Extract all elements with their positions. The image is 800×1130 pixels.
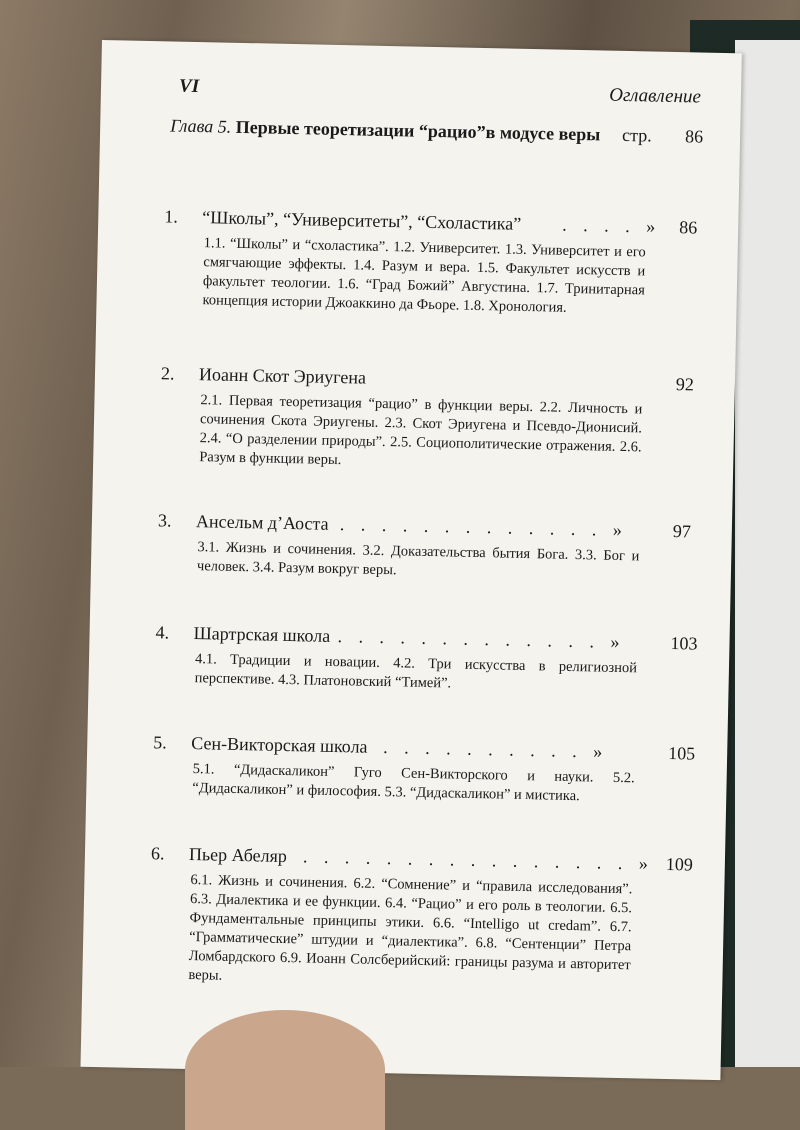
chapter-title: Первые теоретизации “рацио”в модусе веры	[235, 116, 601, 145]
chapter-heading	[170, 115, 720, 148]
book-page	[80, 40, 741, 1080]
toc-entry-4[interactable]	[155, 622, 716, 692]
entry-number: 3.	[157, 510, 172, 531]
toc-entry-3[interactable]	[157, 510, 718, 579]
entry-description: 5.1. “Дидаскаликон” Гуго Сен-Викторского и науки. 5.2. “Дидаскаликон” и философия. 5.3. “Дидаскаликон” и мистика.	[192, 761, 635, 805]
entry-number: 4.	[155, 622, 170, 643]
entry-page: 105	[667, 743, 696, 764]
leader-dots: . . . . »	[562, 214, 662, 237]
entry-page: 97	[672, 521, 692, 542]
page-number-roman: VI	[178, 75, 200, 98]
chapter-page: 86	[684, 126, 704, 147]
entry-page: 103	[670, 633, 698, 654]
toc-entry-2[interactable]	[160, 363, 721, 469]
toc-entry-6[interactable]	[150, 843, 711, 984]
entry-title: Иоанн Скот Эриугена	[198, 364, 367, 388]
running-header: Оглавление	[609, 84, 702, 108]
leader-dots: . . . . . . . . . . . . . . . . »	[302, 846, 655, 874]
entry-page: 86	[678, 217, 698, 238]
leader-dots: . . . . . . . . . . . . . »	[337, 626, 626, 653]
entry-title: “Школы”, “Университеты”, “Схоластика”	[202, 207, 522, 234]
entry-page: 92	[675, 374, 695, 395]
entry-title: Пьер Абеляр	[188, 844, 288, 867]
adjacent-page	[735, 40, 800, 1067]
entry-number: 6.	[150, 843, 165, 864]
entry-title: Ансельм д’Аоста	[195, 511, 329, 534]
entry-description: 6.1. Жизнь и сочинения. 6.2. “Сомнение” и “правила исследования”. 6.3. Диалектика и ее функции. 6.4. “Рацио” и его роль в теологии. 6.5. Фундаментальные принципы этики. 6.6. “Intelligo ut credam”. 6.7. “Грамматические” штудии и “диалектика”. 6.8. “Сентенции” Петра Ломбардского 6.9. Иоанн Солсберийский: границы разума и авторитет веры.	[188, 872, 633, 984]
entry-description: 3.1. Жизнь и сочинения. 3.2. Доказательства бытия Бога. 3.3. Бог и человек. 3.4. Разум вокруг веры.	[196, 539, 640, 579]
entry-page: 109	[665, 853, 694, 875]
thumb	[185, 1010, 385, 1130]
entry-title: Сен-Викторская школа	[191, 733, 368, 757]
entry-description: 2.1. Первая теоретизация “рацио” в функции веры. 2.2. Личность и сочинения Скота Эриугены. 2.3. Скот Эриугена и Псевдо-Дионисий. 2.4. “О разделении природы”. 2.5. Социополитические отражения. 2.6. Разум в функции веры.	[199, 392, 643, 469]
entry-title: Шартрская школа	[193, 623, 331, 646]
leader-dots: . . . . . . . . . . . . . »	[339, 514, 629, 541]
entry-number: 5.	[153, 732, 168, 753]
toc-entry-5[interactable]	[153, 732, 714, 805]
page-abbrev: стр.	[621, 124, 652, 146]
entry-number: 2.	[160, 363, 175, 384]
entry-description: 1.1. “Школы” и “схоластика”. 1.2. Университет. 1.3. Университет и его смягчающие эффекты. 1.4. Разум и вера. 1.5. Факультет искусств и факультет теологии. 1.6. “Град Божий” Августина. 1.7. Тринитарная концепция истории Джоаккино да Фьоре. 1.8. Хронология.	[202, 235, 646, 316]
entry-number: 1.	[164, 206, 179, 227]
chapter-label: Глава 5.	[170, 115, 232, 137]
toc-entry-1[interactable]	[164, 206, 725, 316]
entry-description: 4.1. Традиции и новации. 4.2. Три искусства в религиозной перспективе. 4.3. Платоновский “Тимей”.	[194, 651, 638, 692]
leader-dots: . . . . . . . . . . »	[383, 737, 609, 762]
